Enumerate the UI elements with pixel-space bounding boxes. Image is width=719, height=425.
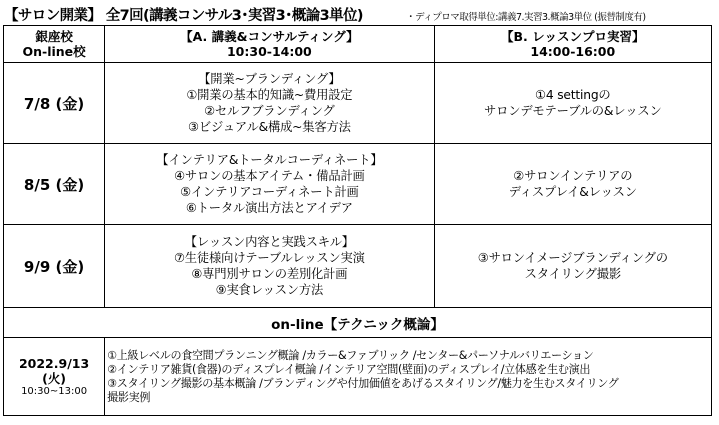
page-header [2,2,717,24]
table-header-row [4,26,712,63]
practice-header [434,26,711,63]
practice-line: ③サロンイメージブランディングの [477,251,668,265]
lecture-header [105,26,434,63]
lecture-cell [105,225,434,308]
practice-title: 【B. レッスンプロ実習】 [501,29,645,44]
venue-online: On-line校 [22,44,86,59]
online-header-row [4,308,712,338]
lecture-topic: 【レッスン内容と実践スキル】 [184,235,354,249]
online-session-row [4,338,712,416]
online-content [105,338,712,416]
online-heading: on-line【テクニック概論】 [4,308,712,338]
practice-time: 14:00-16:00 [530,44,616,59]
online-line: ①上級レベルの食空間プランニング概論 /カラー&ファブリック /センター&パーソナルバリエーション [107,348,594,362]
venue-header [4,26,105,63]
schedule-table [3,25,712,416]
session-row [4,225,712,308]
practice-line: ②サロンインテリアの [513,169,633,183]
lecture-item: ④サロンの基本アイテム・備品計画 [174,169,365,183]
practice-cell [434,225,711,308]
session-date: 7/8 (金) [4,63,105,144]
practice-line: ディスプレイ&レッスン [508,185,637,199]
lecture-item: ⑥トータル演出方法とアイデア [185,201,353,215]
lecture-item: ⑨実食レッスン方法 [215,283,324,297]
lecture-cell [105,63,434,144]
lecture-time: 10:30-14:00 [226,44,312,59]
lecture-cell [105,144,434,225]
online-time: 10:30~13:00 [21,386,88,397]
session-date: 8/5 (金) [4,144,105,225]
session-row [4,144,712,225]
lecture-topic: 【開業~ブランディング】 [198,72,341,86]
lecture-item: ⑦生徒様向けテーブルレッスン実演 [173,251,365,265]
venue-ginza: 銀座校 [35,29,73,44]
practice-line: サロンデモテーブルの&レッスン [484,104,662,118]
lecture-item: ②セルフブランディング [204,104,335,118]
lecture-item: ⑧専門別サロンの差別化計画 [191,267,348,281]
session-date: 9/9 (金) [4,225,105,308]
online-date: 2022.9/13 [18,356,90,371]
online-line: ②インテリア雑貨(食器)のディスプレイ概論 /インテリア空間(壁面)のディスプレイ/立体感を生む演出 [107,362,591,376]
diploma-note: ・ディプロマ取得単位:講義7.実習3.概論3単位 (振替制度有) [406,12,646,23]
practice-cell [434,63,711,144]
course-title: 【サロン開業】 全7回(講義コンサル3･実習3･概論3単位) [4,8,363,24]
lecture-title: 【A. 講義&コンサルティング】 [180,29,359,44]
online-weekday: (火) [42,371,67,386]
lecture-topic: 【インテリア&トータルコーディネート】 [156,153,383,167]
lecture-item: ①開業の基本的知識~費用設定 [186,88,353,102]
lecture-item: ⑤インテリアコーディネート計画 [180,185,359,199]
session-row [4,63,712,144]
online-date-cell [4,338,105,416]
lecture-item: ③ビジュアル&構成~集客方法 [188,120,351,134]
online-line: 撮影実例 [107,390,151,404]
practice-line: ①4 settingの [535,88,611,102]
practice-cell [434,144,711,225]
practice-line: スタイリング撮影 [524,267,621,281]
online-line: ③スタイリング撮影の基本概論 /ブランディングや付加価値をあげるスタイリング/魅力を生むスタイリング [107,376,619,390]
